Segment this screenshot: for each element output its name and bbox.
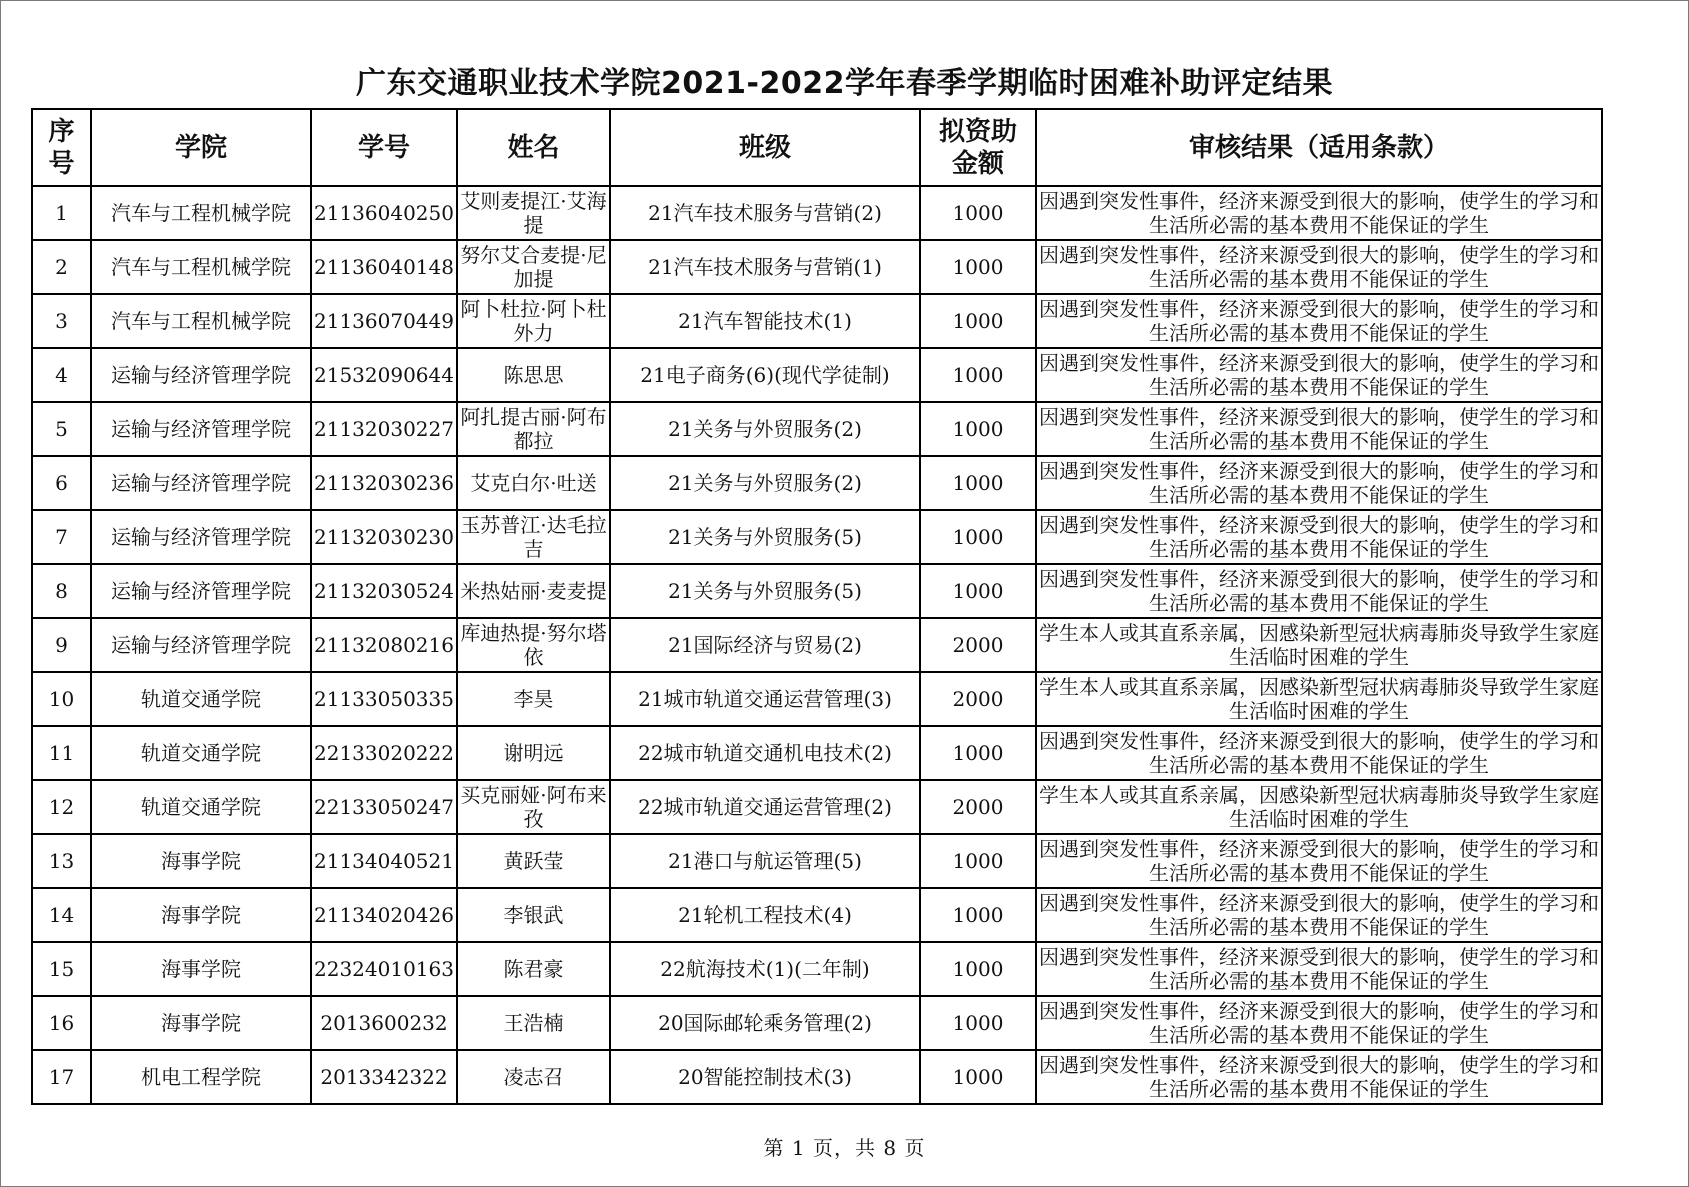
table-row — [32, 402, 1602, 456]
cell-amount: 1000 — [920, 402, 1036, 456]
cell-class: 21港口与航运管理(5) — [610, 834, 920, 888]
cell-college: 运输与经济管理学院 — [91, 348, 311, 402]
cell-amount: 1000 — [920, 834, 1036, 888]
cell-seq: 3 — [32, 294, 91, 348]
cell-seq: 6 — [32, 456, 91, 510]
cell-class: 21关务与外贸服务(5) — [610, 564, 920, 618]
cell-student-id: 21532090644 — [311, 348, 457, 402]
cell-class: 21汽车技术服务与营销(2) — [610, 186, 920, 240]
cell-amount: 1000 — [920, 240, 1036, 294]
cell-class: 22城市轨道交通运营管理(2) — [610, 780, 920, 834]
cell-college: 运输与经济管理学院 — [91, 402, 311, 456]
cell-class: 21轮机工程技术(4) — [610, 888, 920, 942]
cell-college: 运输与经济管理学院 — [91, 564, 311, 618]
page-number: 第 1 页，共 8 页 — [763, 1136, 926, 1160]
cell-college: 运输与经济管理学院 — [91, 510, 311, 564]
cell-name: 李银武 — [457, 888, 610, 942]
cell-college: 机电工程学院 — [91, 1050, 311, 1104]
cell-class: 20智能控制技术(3) — [610, 1050, 920, 1104]
cell-result: 因遇到突发性事件，经济来源受到很大的影响，使学生的学习和生活所必需的基本费用不能保证的学生 — [1036, 1050, 1602, 1104]
cell-result: 因遇到突发性事件，经济来源受到很大的影响，使学生的学习和生活所必需的基本费用不能保证的学生 — [1036, 726, 1602, 780]
cell-result: 因遇到突发性事件，经济来源受到很大的影响，使学生的学习和生活所必需的基本费用不能保证的学生 — [1036, 942, 1602, 996]
table-row — [32, 888, 1602, 942]
cell-result: 因遇到突发性事件，经济来源受到很大的影响，使学生的学习和生活所必需的基本费用不能保证的学生 — [1036, 240, 1602, 294]
cell-class: 22城市轨道交通机电技术(2) — [610, 726, 920, 780]
cell-class: 21汽车智能技术(1) — [610, 294, 920, 348]
cell-class: 21关务与外贸服务(5) — [610, 510, 920, 564]
cell-name: 艾克白尔·吐送 — [457, 456, 610, 510]
cell-amount: 2000 — [920, 618, 1036, 672]
cell-seq: 16 — [32, 996, 91, 1050]
table-row — [32, 294, 1602, 348]
header-college: 学院 — [91, 109, 311, 186]
cell-result: 因遇到突发性事件，经济来源受到很大的影响，使学生的学习和生活所必需的基本费用不能保证的学生 — [1036, 510, 1602, 564]
cell-name: 陈君豪 — [457, 942, 610, 996]
cell-result: 因遇到突发性事件，经济来源受到很大的影响，使学生的学习和生活所必需的基本费用不能保证的学生 — [1036, 186, 1602, 240]
cell-class: 21关务与外贸服务(2) — [610, 456, 920, 510]
cell-seq: 7 — [32, 510, 91, 564]
cell-college: 海事学院 — [91, 942, 311, 996]
cell-seq: 8 — [32, 564, 91, 618]
cell-name: 阿扎提古丽·阿布都拉 — [457, 402, 610, 456]
cell-seq: 11 — [32, 726, 91, 780]
cell-seq: 5 — [32, 402, 91, 456]
cell-student-id: 21134040521 — [311, 834, 457, 888]
cell-student-id: 21132030524 — [311, 564, 457, 618]
cell-seq: 4 — [32, 348, 91, 402]
cell-college: 轨道交通学院 — [91, 672, 311, 726]
cell-result: 因遇到突发性事件，经济来源受到很大的影响，使学生的学习和生活所必需的基本费用不能保证的学生 — [1036, 996, 1602, 1050]
header-name: 姓名 — [457, 109, 610, 186]
table-row — [32, 996, 1602, 1050]
cell-result: 因遇到突发性事件，经济来源受到很大的影响，使学生的学习和生活所必需的基本费用不能保证的学生 — [1036, 834, 1602, 888]
cell-amount: 1000 — [920, 186, 1036, 240]
cell-result: 学生本人或其直系亲属，因感染新型冠状病毒肺炎导致学生家庭生活临时困难的学生 — [1036, 672, 1602, 726]
cell-class: 20国际邮轮乘务管理(2) — [610, 996, 920, 1050]
cell-class: 21汽车技术服务与营销(1) — [610, 240, 920, 294]
cell-name: 艾则麦提江·艾海提 — [457, 186, 610, 240]
cell-college: 海事学院 — [91, 996, 311, 1050]
header-class: 班级 — [610, 109, 920, 186]
cell-result: 学生本人或其直系亲属，因感染新型冠状病毒肺炎导致学生家庭生活临时困难的学生 — [1036, 618, 1602, 672]
cell-college: 运输与经济管理学院 — [91, 618, 311, 672]
cell-result: 因遇到突发性事件，经济来源受到很大的影响，使学生的学习和生活所必需的基本费用不能保证的学生 — [1036, 888, 1602, 942]
cell-student-id: 21132080216 — [311, 618, 457, 672]
cell-amount: 1000 — [920, 726, 1036, 780]
cell-class: 22航海技术(1)(二年制) — [610, 942, 920, 996]
cell-amount: 1000 — [920, 510, 1036, 564]
table-row — [32, 942, 1602, 996]
cell-amount: 2000 — [920, 780, 1036, 834]
cell-student-id: 22324010163 — [311, 942, 457, 996]
cell-student-id: 2013600232 — [311, 996, 457, 1050]
cell-seq: 10 — [32, 672, 91, 726]
cell-student-id: 21133050335 — [311, 672, 457, 726]
table-row — [32, 618, 1602, 672]
cell-name: 库迪热提·努尔塔依 — [457, 618, 610, 672]
cell-class: 21城市轨道交通运营管理(3) — [610, 672, 920, 726]
cell-result: 因遇到突发性事件，经济来源受到很大的影响，使学生的学习和生活所必需的基本费用不能保证的学生 — [1036, 456, 1602, 510]
cell-name: 王浩楠 — [457, 996, 610, 1050]
cell-name: 陈思思 — [457, 348, 610, 402]
cell-name: 谢明远 — [457, 726, 610, 780]
cell-college: 海事学院 — [91, 834, 311, 888]
cell-amount: 1000 — [920, 942, 1036, 996]
cell-result: 因遇到突发性事件，经济来源受到很大的影响，使学生的学习和生活所必需的基本费用不能保证的学生 — [1036, 348, 1602, 402]
cell-seq: 15 — [32, 942, 91, 996]
cell-name: 玉苏普江·达毛拉吉 — [457, 510, 610, 564]
cell-student-id: 21136040148 — [311, 240, 457, 294]
cell-student-id: 22133050247 — [311, 780, 457, 834]
cell-college: 轨道交通学院 — [91, 726, 311, 780]
cell-student-id: 21136040250 — [311, 186, 457, 240]
cell-name: 黄跃莹 — [457, 834, 610, 888]
cell-name: 凌志召 — [457, 1050, 610, 1104]
table-row — [32, 672, 1602, 726]
cell-college: 运输与经济管理学院 — [91, 456, 311, 510]
table-row — [32, 564, 1602, 618]
cell-amount: 1000 — [920, 564, 1036, 618]
header-result: 审核结果（适用条款） — [1036, 109, 1602, 186]
results-table — [31, 108, 1603, 1105]
cell-amount: 1000 — [920, 348, 1036, 402]
cell-college: 汽车与工程机械学院 — [91, 294, 311, 348]
document-title: 广东交通职业技术学院2021-2022学年春季学期临时困难补助评定结果 — [356, 66, 1333, 101]
header-amount: 拟资助金额 — [920, 109, 1036, 186]
cell-result: 因遇到突发性事件，经济来源受到很大的影响，使学生的学习和生活所必需的基本费用不能保证的学生 — [1036, 402, 1602, 456]
cell-seq: 14 — [32, 888, 91, 942]
table-row — [32, 726, 1602, 780]
table-row — [32, 780, 1602, 834]
cell-student-id: 21132030227 — [311, 402, 457, 456]
cell-name: 阿卜杜拉·阿卜杜外力 — [457, 294, 610, 348]
table-row — [32, 240, 1602, 294]
cell-student-id: 22133020222 — [311, 726, 457, 780]
cell-amount: 1000 — [920, 1050, 1036, 1104]
table-row — [32, 510, 1602, 564]
header-student-id: 学号 — [311, 109, 457, 186]
cell-result: 学生本人或其直系亲属，因感染新型冠状病毒肺炎导致学生家庭生活临时困难的学生 — [1036, 780, 1602, 834]
cell-college: 汽车与工程机械学院 — [91, 240, 311, 294]
cell-result: 因遇到突发性事件，经济来源受到很大的影响，使学生的学习和生活所必需的基本费用不能保证的学生 — [1036, 564, 1602, 618]
cell-seq: 9 — [32, 618, 91, 672]
cell-college: 轨道交通学院 — [91, 780, 311, 834]
cell-name: 努尔艾合麦提·尼加提 — [457, 240, 610, 294]
header-row — [32, 109, 1602, 186]
cell-college: 海事学院 — [91, 888, 311, 942]
cell-amount: 1000 — [920, 996, 1036, 1050]
table-row — [32, 186, 1602, 240]
cell-amount: 1000 — [920, 456, 1036, 510]
cell-student-id: 21136070449 — [311, 294, 457, 348]
cell-result: 因遇到突发性事件，经济来源受到很大的影响，使学生的学习和生活所必需的基本费用不能保证的学生 — [1036, 294, 1602, 348]
cell-amount: 1000 — [920, 294, 1036, 348]
cell-name: 李昊 — [457, 672, 610, 726]
cell-seq: 12 — [32, 780, 91, 834]
cell-seq: 1 — [32, 186, 91, 240]
table-row — [32, 834, 1602, 888]
cell-amount: 2000 — [920, 672, 1036, 726]
cell-seq: 13 — [32, 834, 91, 888]
cell-student-id: 21132030236 — [311, 456, 457, 510]
table-row — [32, 1050, 1602, 1104]
cell-name: 米热姑丽·麦麦提 — [457, 564, 610, 618]
cell-class: 21电子商务(6)(现代学徒制) — [610, 348, 920, 402]
cell-seq: 2 — [32, 240, 91, 294]
cell-amount: 1000 — [920, 888, 1036, 942]
cell-class: 21关务与外贸服务(2) — [610, 402, 920, 456]
cell-college: 汽车与工程机械学院 — [91, 186, 311, 240]
cell-name: 买克丽娅·阿布来孜 — [457, 780, 610, 834]
cell-class: 21国际经济与贸易(2) — [610, 618, 920, 672]
cell-student-id: 21134020426 — [311, 888, 457, 942]
cell-student-id: 2013342322 — [311, 1050, 457, 1104]
cell-seq: 17 — [32, 1050, 91, 1104]
table-row — [32, 456, 1602, 510]
table-row — [32, 348, 1602, 402]
cell-student-id: 21132030230 — [311, 510, 457, 564]
header-seq: 序号 — [32, 109, 91, 186]
